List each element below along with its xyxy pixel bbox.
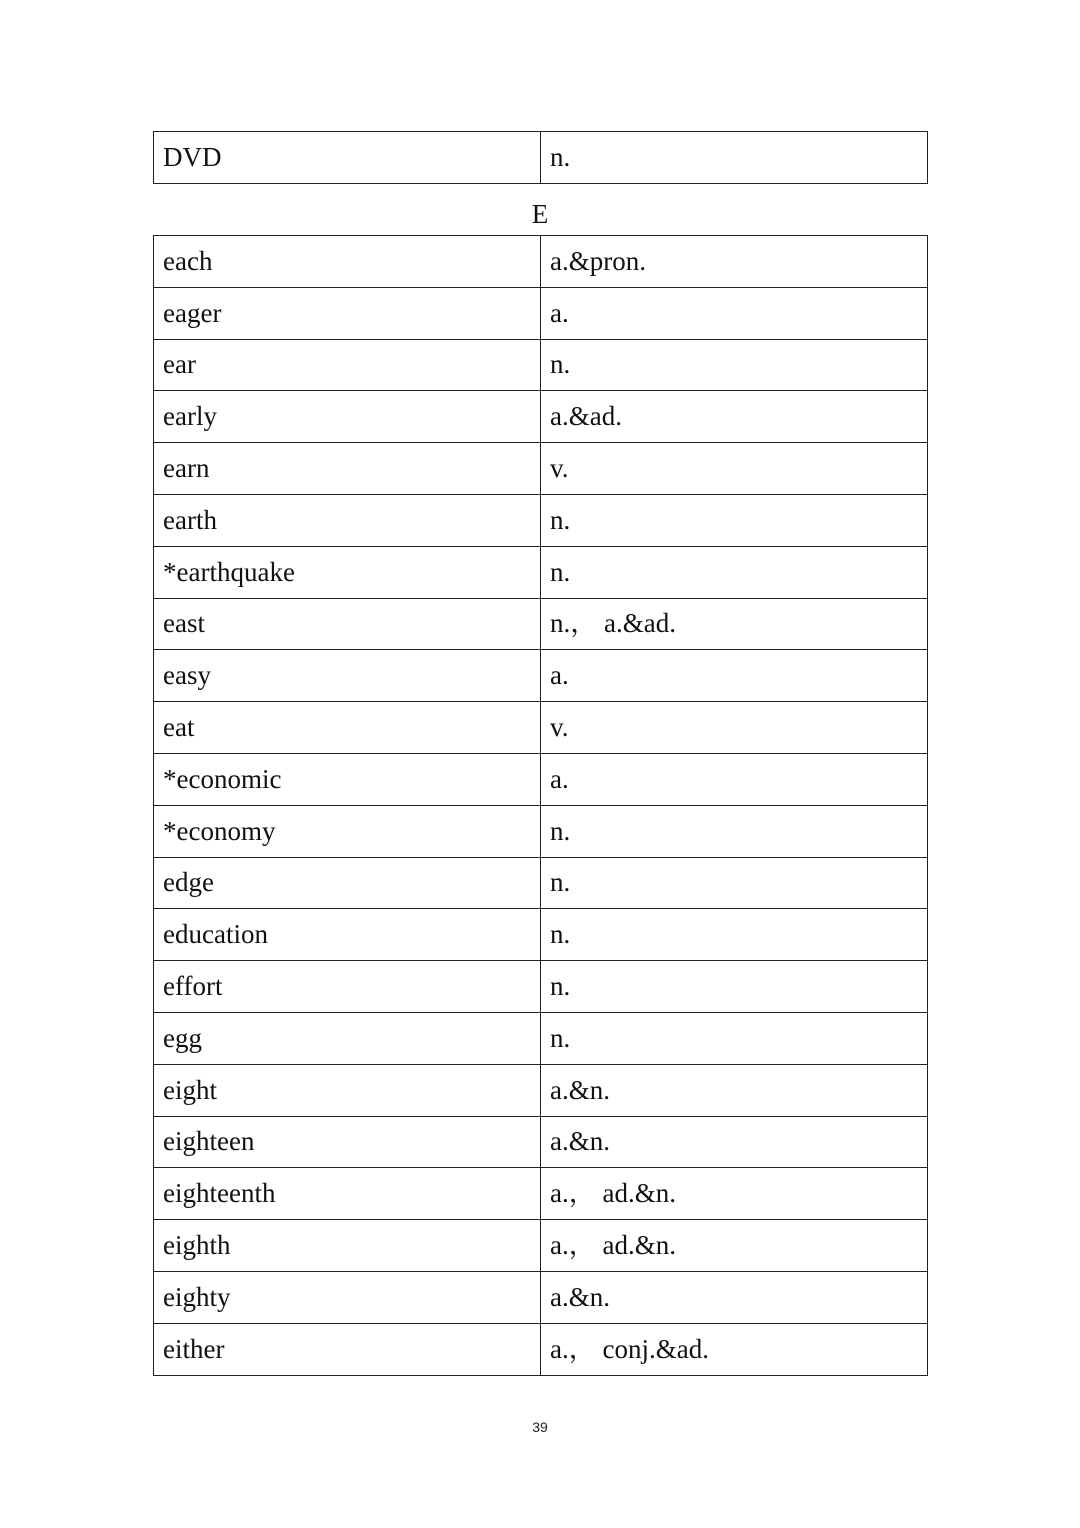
part-of-speech-cell: v. xyxy=(541,702,928,754)
word-cell: easy xyxy=(154,650,541,702)
table-row xyxy=(154,909,928,961)
part-of-speech-cell: n. xyxy=(541,339,928,391)
part-of-speech-cell: n. xyxy=(541,961,928,1013)
word-cell: eighteenth xyxy=(154,1168,541,1220)
table-row xyxy=(154,805,928,857)
part-of-speech-cell: a.&n. xyxy=(541,1064,928,1116)
part-of-speech-cell: a. xyxy=(541,753,928,805)
word-cell: earn xyxy=(154,443,541,495)
table-row xyxy=(154,1271,928,1323)
part-of-speech-cell: a.， ad.&n. xyxy=(541,1168,928,1220)
table-row xyxy=(154,236,928,288)
table-row xyxy=(154,1323,928,1375)
part-of-speech-cell: n. xyxy=(541,805,928,857)
part-of-speech-cell: a. xyxy=(541,287,928,339)
table-row xyxy=(154,1012,928,1064)
part-of-speech-cell: a.， conj.&ad. xyxy=(541,1323,928,1375)
part-of-speech-cell: n. xyxy=(541,494,928,546)
table-row xyxy=(154,391,928,443)
vocab-table-top xyxy=(153,131,928,184)
part-of-speech-cell: a.&ad. xyxy=(541,391,928,443)
table-row xyxy=(154,753,928,805)
part-of-speech-cell: v. xyxy=(541,443,928,495)
table-row xyxy=(154,339,928,391)
word-cell: *earthquake xyxy=(154,546,541,598)
table-row xyxy=(154,1116,928,1168)
table-row xyxy=(154,287,928,339)
word-cell: egg xyxy=(154,1012,541,1064)
part-of-speech-cell: n. xyxy=(541,857,928,909)
part-of-speech-cell: n. xyxy=(541,132,928,184)
part-of-speech-cell: a.&n. xyxy=(541,1271,928,1323)
table-row xyxy=(154,961,928,1013)
table-row xyxy=(154,598,928,650)
part-of-speech-cell: n.， a.&ad. xyxy=(541,598,928,650)
word-cell: eight xyxy=(154,1064,541,1116)
word-cell: eat xyxy=(154,702,541,754)
part-of-speech-cell: a.&pron. xyxy=(541,236,928,288)
table-row xyxy=(154,443,928,495)
part-of-speech-cell: a.， ad.&n. xyxy=(541,1220,928,1272)
word-cell: edge xyxy=(154,857,541,909)
word-cell: east xyxy=(154,598,541,650)
word-cell: earth xyxy=(154,494,541,546)
table-row xyxy=(154,132,928,184)
word-cell: DVD xyxy=(154,132,541,184)
word-cell: education xyxy=(154,909,541,961)
page-number: 39 xyxy=(532,1419,548,1435)
table-row xyxy=(154,1168,928,1220)
word-cell: ear xyxy=(154,339,541,391)
part-of-speech-cell: n. xyxy=(541,1012,928,1064)
table-row xyxy=(154,546,928,598)
part-of-speech-cell: n. xyxy=(541,546,928,598)
part-of-speech-cell: a.&n. xyxy=(541,1116,928,1168)
vocab-table-e xyxy=(153,235,928,1376)
table-row xyxy=(154,494,928,546)
word-cell: early xyxy=(154,391,541,443)
word-cell: each xyxy=(154,236,541,288)
section-heading-letter: E xyxy=(531,199,549,229)
word-cell: eager xyxy=(154,287,541,339)
part-of-speech-cell: a. xyxy=(541,650,928,702)
table-row xyxy=(154,1220,928,1272)
word-cell: either xyxy=(154,1323,541,1375)
word-cell: eighteen xyxy=(154,1116,541,1168)
word-cell: *economic xyxy=(154,753,541,805)
part-of-speech-cell: n. xyxy=(541,909,928,961)
word-cell: eighty xyxy=(154,1271,541,1323)
table-row xyxy=(154,1064,928,1116)
table-row xyxy=(154,650,928,702)
word-cell: *economy xyxy=(154,805,541,857)
table-row xyxy=(154,857,928,909)
word-cell: effort xyxy=(154,961,541,1013)
word-cell: eighth xyxy=(154,1220,541,1272)
table-row xyxy=(154,702,928,754)
